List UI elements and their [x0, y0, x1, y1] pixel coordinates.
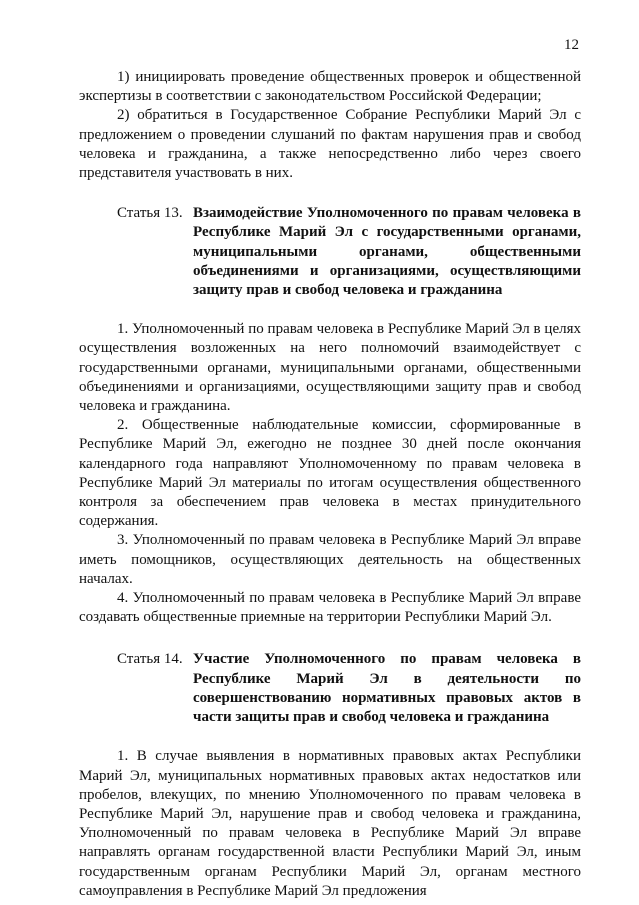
- paragraph-initiate-inspections: 1) инициировать проведение общественных проверок и общественной экспертизы в соответствии с законодательством Российской Федерации;: [79, 69, 581, 105]
- article-13-title: Взаимодействие Уполномоченного по правам человека в Республике Марий Эл с государственными органами, муниципальными органами, общественными объединениями и организациями, осуществляющими защиту прав и свобод человека и гражданина: [193, 205, 581, 299]
- article-13-label: Статья 13.: [117, 205, 183, 222]
- article-14-title: Участие Уполномоченного по правам человека в Республике Марий Эл в деятельности по совершенствованию нормативных правовых актов в части защиты прав и свобод человека и гражданина: [193, 651, 581, 726]
- paragraph-appeal-state-assembly: 2) обратиться в Государственное Собрание Республики Марий Эл с предложением о проведении слушаний по фактам нарушения прав и свобод человека и гражданина, а также непосредственно либо через своего представителя участвовать в них.: [79, 107, 581, 182]
- article-14-label: Статья 14.: [117, 651, 183, 668]
- page-number: 12: [564, 37, 579, 53]
- article-14-paragraph-1: 1. В случае выявления в нормативных правовых актах Республики Марий Эл, муниципальных нормативных правовых актах недостатков или пробелов, влекущих, по мнению Уполномоченного по правам человека в Республике Марий Эл, нарушение прав и свобод человека и гражданина, Уполномоченный по правам человека в Республике Марий Эл вправе направлять органам государственной власти Республики Марий Эл, иным государственным органам Республики Марий Эл, органам местного самоуправления в Республике Марий Эл предложения: [79, 748, 581, 899]
- article-13-paragraph-2: 2. Общественные наблюдательные комиссии, сформированные в Республике Марий Эл, ежегодно не позднее 30 дней после окончания календарного года направляют Уполномоченному по правам человека в Республике Марий Эл материалы по итогам осуществления общественного контроля за обеспечением прав человека в местах принудительного содержания.: [79, 417, 581, 530]
- article-14-heading: [117, 650, 581, 727]
- article-13-paragraph-4: 4. Уполномоченный по правам человека в Республике Марий Эл вправе создавать общественные приемные на территории Республики Марий Эл.: [79, 590, 581, 626]
- article-13-paragraph-3: 3. Уполномоченный по правам человека в Республике Марий Эл вправе иметь помощников, осуществляющих деятельность на общественных началах.: [79, 532, 581, 587]
- document-body: [79, 68, 581, 901]
- article-13-paragraph-1: 1. Уполномоченный по правам человека в Республике Марий Эл в целях осуществления возложенных на него полномочий взаимодействует с государственными органами, муниципальными органами, общественными объединениями и организациями, осуществляющими защиту прав и свобод человека и гражданина.: [79, 321, 581, 415]
- article-13-heading: [117, 204, 581, 300]
